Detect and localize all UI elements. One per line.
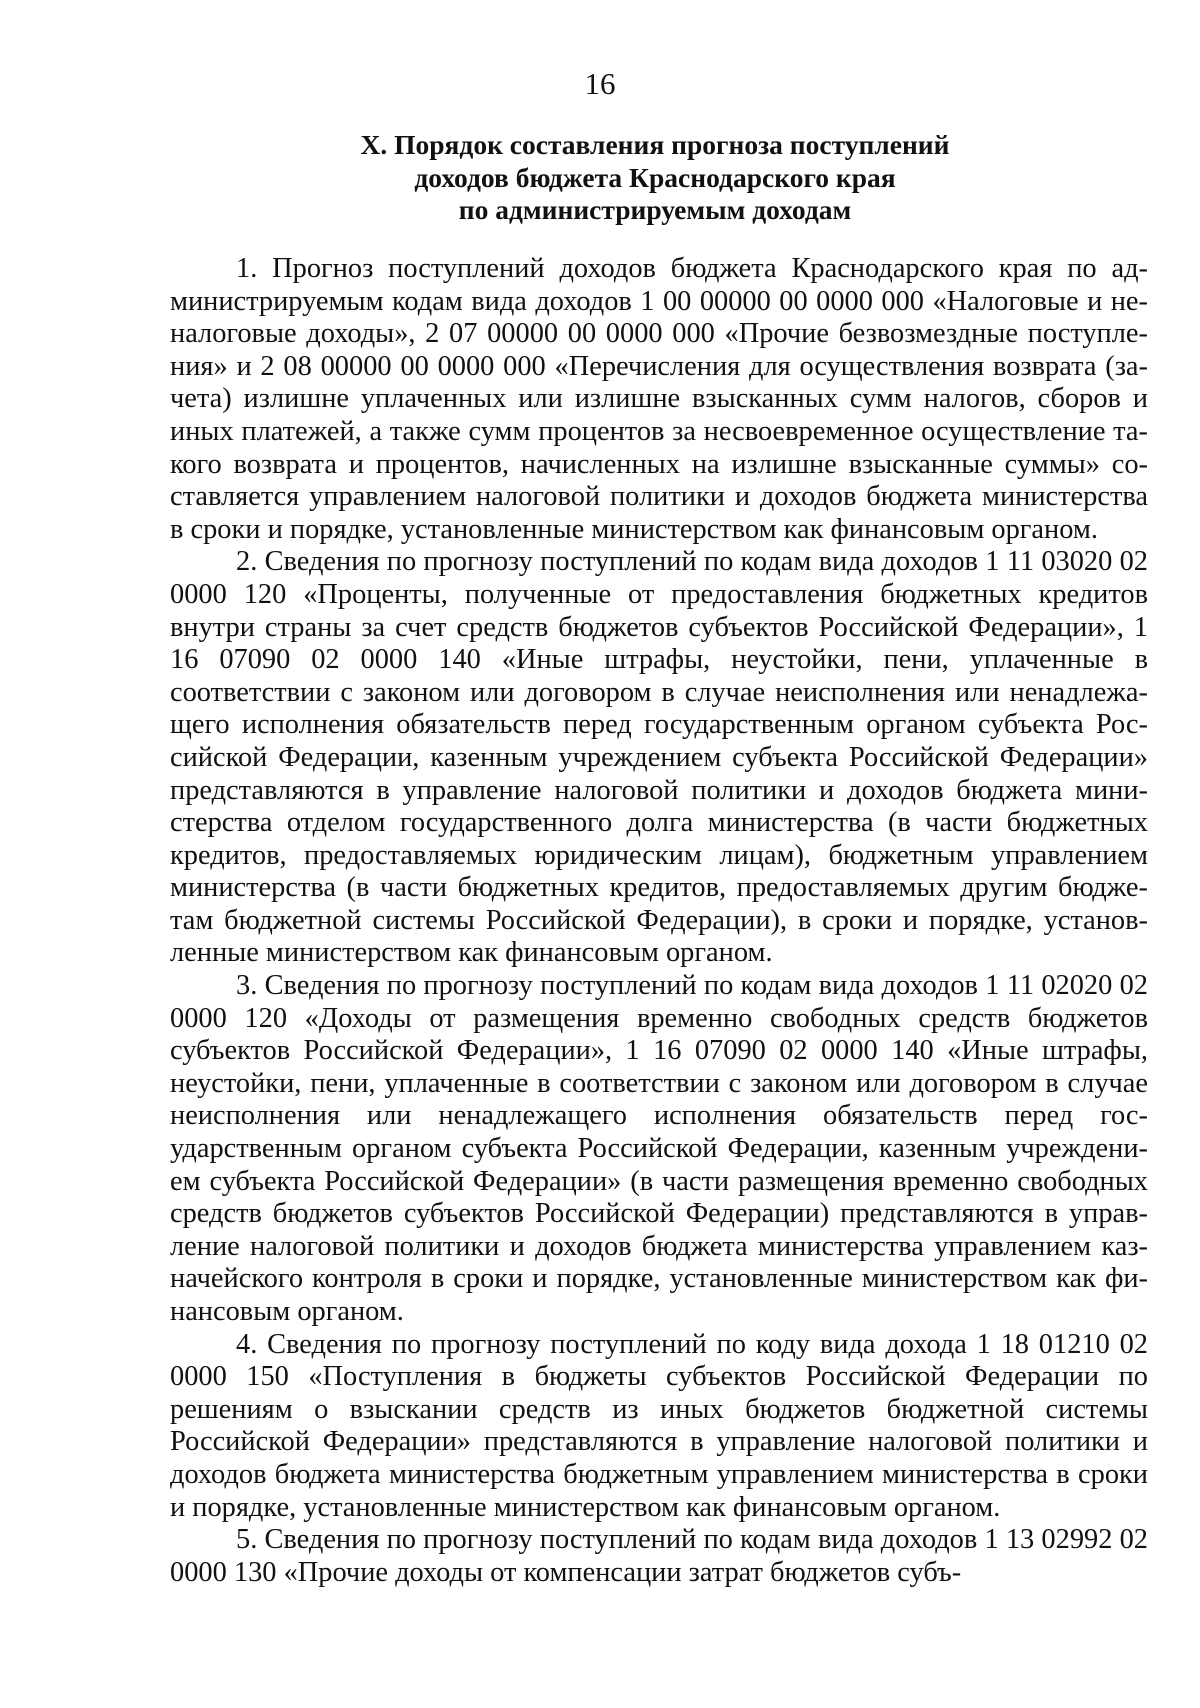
section-heading-line: доходов бюджета Краснодарского края [414,161,896,193]
document-body [170,253,1148,1589]
paragraph-1: 1. Прогноз поступлений доходов бюджета Краснодарского края по администрируемым кодам вида доходов 1 00 00000 00 0000 000 «Налоговые и неналоговые доходы», 2 07 00000 00 0000 000 «Прочие безвозмездные поступления» и 2 08 00000 00 0000 000 «Перечисления для осуществления возврата (зачета) излишне уплаченных или излишне взысканных сумм налогов, сборов и иных платежей, а также сумм процентов за несвоевременное осуществление такого возврата и процентов, начисленных на излишне взысканные суммы» составляется управлением налоговой политики и доходов бюджета министерства в сроки и порядке, установленные министерством как финансовым органом. [170,253,1148,545]
paragraph-5: 5. Сведения по прогнозу поступлений по кодам вида доходов 1 13 02992 02 0000 130 «Прочие доходы от компенсации затрат бюджетов субъ- [170,1524,1148,1588]
page-number: 16 [584,66,616,101]
paragraph-4: 4. Сведения по прогнозу поступлений по коду вида дохода 1 18 01210 02 0000 150 «Поступления в бюджеты субъектов Российской Федерации по решениям о взыскании средств из иных бюджетов бюджетной системы Российской Федерации» представляются в управление налоговой политики и доходов бюджета министерства бюджетным управлением министерства в сроки и порядке, установленные министерством как финансовым органом. [170,1328,1148,1523]
section-heading [170,129,1140,227]
section-heading-line: по администрируемым доходам [458,194,852,225]
paragraph-2: 2. Сведения по прогнозу поступлений по кодам вида доходов 1 11 03020 02 0000 120 «Проценты, полученные от предоставления бюджетных кредитов внутри страны за счет средств бюджетов субъектов Российской Федерации», 1 16 07090 02 0000 140 «Иные штрафы, неустойки, пени, уплаченные в соответствии с законом или договором в случае неисполнения или ненадлежащего исполнения обязательств перед государственным органом субъекта Российской Федерации, казенным учреждением субъекта Российской Федерации» представляются в управление налоговой политики и доходов бюджета министерства отделом государственного долга министерства (в части бюджетных кредитов, предоставляемых юридическим лицам), бюджетным управлением министерства (в части бюджетных кредитов, предоставляемых другим бюджетам бюджетной системы Российской Федерации), в сроки и порядке, установленные министерством как финансовым органом. [170,546,1148,969]
section-heading-line: X. Порядок составления прогноза поступлений [360,129,950,160]
paragraph-3: 3. Сведения по прогнозу поступлений по кодам вида доходов 1 11 02020 02 0000 120 «Доходы от размещения временно свободных средств бюджетов субъектов Российской Федерации», 1 16 07090 02 0000 140 «Иные штрафы, неустойки, пени, уплаченные в соответствии с законом или договором в случае неисполнения или ненадлежащего исполнения обязательств перед государственным органом субъекта Российской Федерации, казенным учреждением субъекта Российской Федерации» (в части размещения временно свободных средств бюджетов субъектов Российской Федерации) представляются в управление налоговой политики и доходов бюджета министерства управлением казначейского контроля в сроки и порядке, установленные министерством как финансовым органом. [170,970,1148,1327]
